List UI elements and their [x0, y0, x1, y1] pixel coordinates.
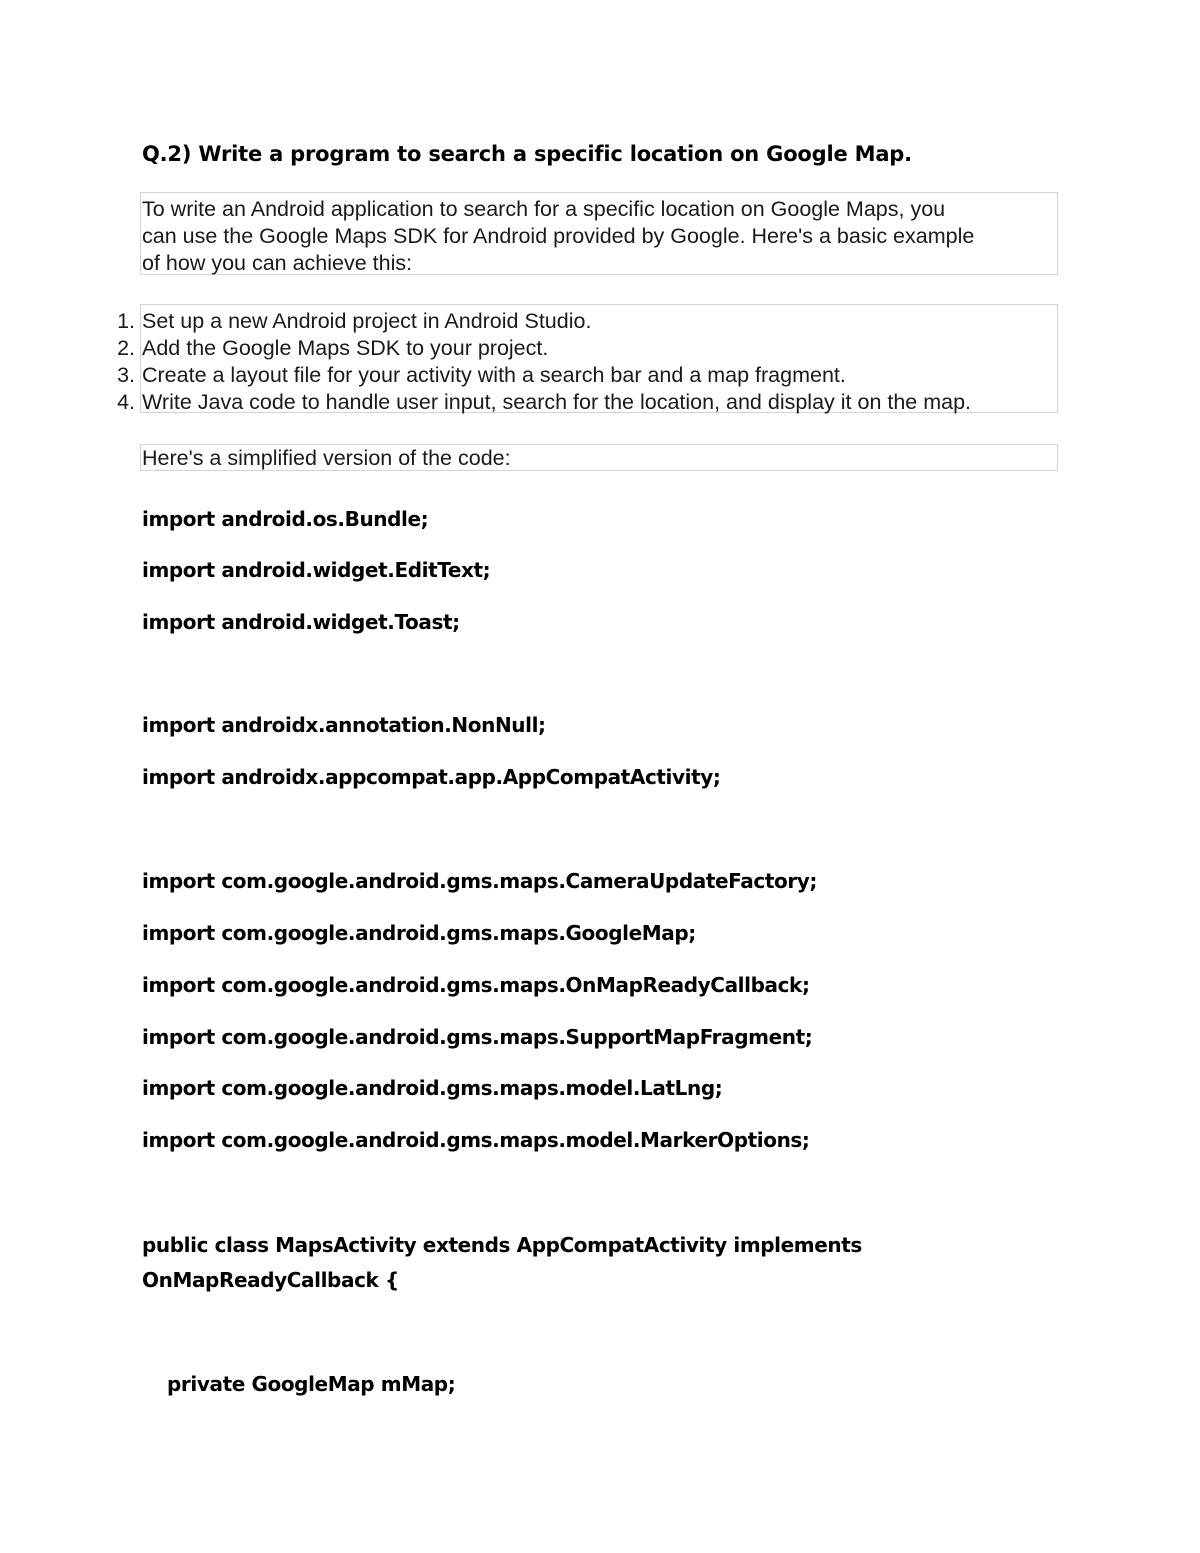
intro-line: can use the Google Maps SDK for Android provided by Google. Here's a basic example — [142, 224, 975, 248]
steps-list — [117, 304, 1058, 414]
code-line: import com.google.android.gms.maps.GoogleMap; — [142, 921, 696, 945]
question-heading: Q.2) Write a program to search a specific location on Google Map. — [142, 142, 912, 166]
code-line: OnMapReadyCallback { — [142, 1268, 399, 1292]
intro-paragraph — [140, 192, 1058, 275]
step-item — [117, 335, 1057, 362]
code-line: public class MapsActivity extends AppCompatActivity implements — [142, 1233, 862, 1257]
code-line: import com.google.android.gms.maps.OnMapReadyCallback; — [142, 973, 810, 997]
intro-line: To write an Android application to search for a specific location on Google Maps, you — [142, 197, 946, 221]
code-line: private GoogleMap mMap; — [167, 1372, 456, 1396]
code-line: import com.google.android.gms.maps.SupportMapFragment; — [142, 1025, 813, 1049]
intro-line: of how you can achieve this: — [142, 251, 413, 275]
code-intro-note: Here's a simplified version of the code: — [140, 444, 1058, 471]
step-text: Add the Google Maps SDK to your project. — [142, 336, 549, 360]
step-item — [117, 308, 1057, 335]
step-text: Write Java code to handle user input, search for the location, and display it on the map. — [142, 390, 972, 414]
step-number: 1. — [117, 309, 135, 333]
step-number: 3. — [117, 363, 135, 387]
step-number: 2. — [117, 336, 135, 360]
code-line: import android.widget.Toast; — [142, 610, 460, 634]
code-line: import androidx.appcompat.app.AppCompatActivity; — [142, 765, 721, 789]
code-line: import com.google.android.gms.maps.CameraUpdateFactory; — [142, 869, 818, 893]
step-item — [117, 389, 1057, 416]
code-line: import androidx.annotation.NonNull; — [142, 713, 546, 737]
code-line: import com.google.android.gms.maps.model.MarkerOptions; — [142, 1128, 810, 1152]
step-number: 4. — [117, 390, 135, 414]
code-line: import android.widget.EditText; — [142, 558, 491, 582]
step-item — [117, 362, 1057, 389]
code-line: import com.google.android.gms.maps.model.LatLng; — [142, 1076, 723, 1100]
code-line: import android.os.Bundle; — [142, 507, 429, 531]
step-text: Set up a new Android project in Android Studio. — [142, 309, 592, 333]
step-text: Create a layout file for your activity with a search bar and a map fragment. — [142, 363, 846, 387]
